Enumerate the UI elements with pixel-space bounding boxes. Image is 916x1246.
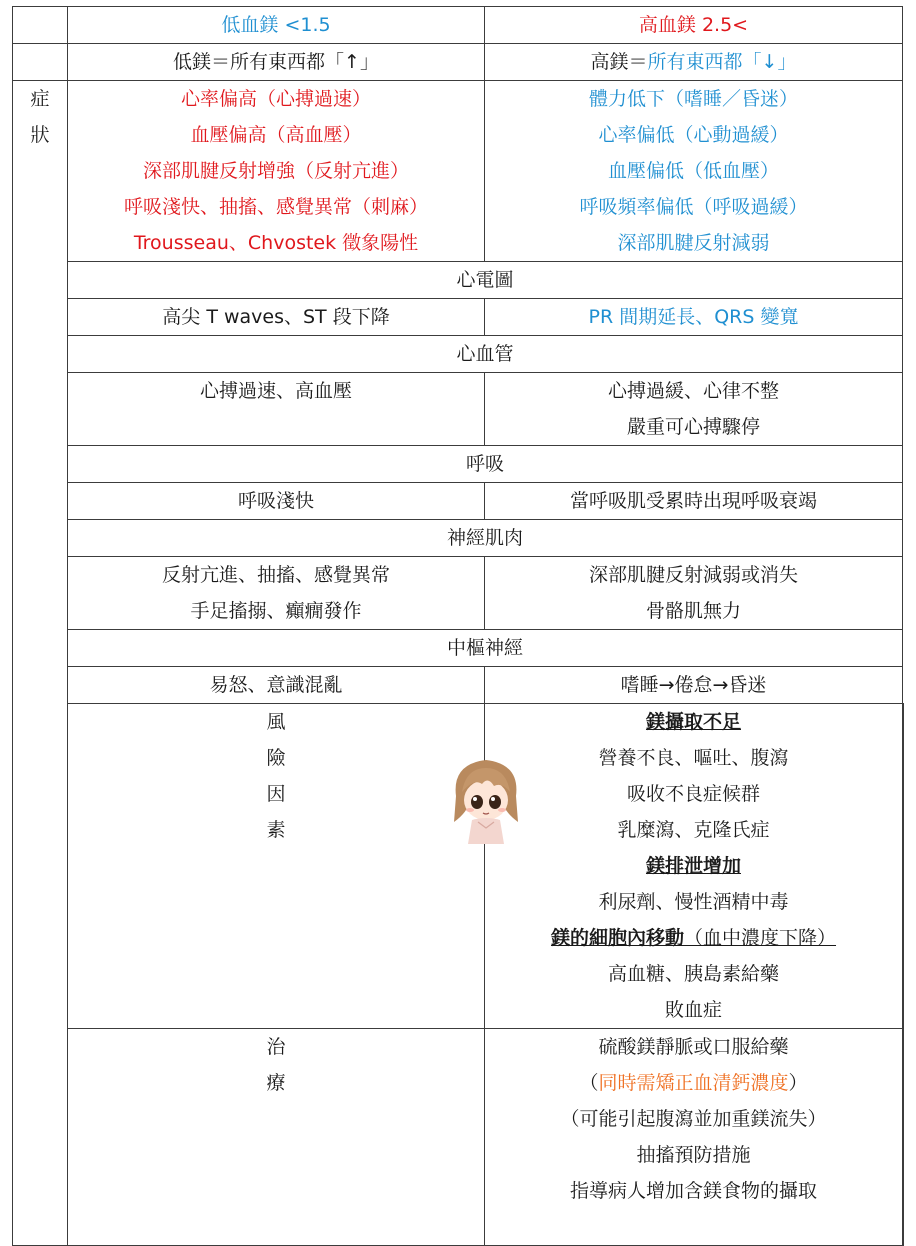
high-summary-prefix: 高鎂＝ [590,51,648,73]
chibi-girl-mascot-image [444,752,528,848]
low-risk-item: 吸收不良症候群 [626,783,760,805]
high-mg-summary [485,44,903,81]
section-char: 療 [266,1072,286,1094]
ecg-title-row [13,262,904,299]
low-cardio [68,373,485,446]
low-risk-heading-rest: （血中濃度下降） [684,927,837,949]
section-char: 風 [266,711,286,733]
high-summary-colored: 所有東西都「↓」 [647,51,797,73]
resp-title: 呼吸 [68,446,903,483]
paren-close: ） [788,1072,808,1094]
low-cardio-line: 心搏過速、高血壓 [199,380,352,402]
high-symptom: 心率偏低（心動過緩） [598,124,789,146]
high-symptoms-cell [485,81,903,262]
high-cardio-line: 心搏過緩、心律不整 [607,380,779,402]
blank-corner-cell [13,7,68,44]
low-treatment-item-mixed [485,1065,902,1101]
summary-row [13,44,904,81]
resp-row [13,483,904,520]
low-risk-heading: 鎂排泄增加 [645,855,741,877]
section-char: 素 [266,819,286,841]
low-symptoms-cell [68,81,485,262]
low-treatment-orange: 同時需矯正血清鈣濃度 [598,1072,789,1094]
high-cardio-line: 嚴重可心搏驟停 [626,416,760,438]
low-treatment-item: 硫酸鎂靜脈或口服給藥 [598,1036,789,1058]
high-mg-header: 高血鎂 2.5< [485,7,903,44]
low-ecg: 高尖 T waves、ST 段下降 [68,299,485,336]
low-neuro-line: 反射亢進、抽搐、感覺異常 [161,564,390,586]
cardio-title-row [13,336,904,373]
low-mg-summary: 低鎂＝所有東西都「↑」 [68,44,485,81]
low-risk-heading: 鎂攝取不足 [645,711,741,733]
risk-section-label [68,704,485,1029]
high-resp: 當呼吸肌受累時出現呼吸衰竭 [485,483,903,520]
blank-cell [13,44,68,81]
low-mg-header: 低血鎂 <1.5 [68,7,485,44]
low-risk-cell [485,704,903,1029]
low-risk-item: 敗血症 [664,999,722,1021]
low-symptom: Trousseau、Chvostek 徵象陽性 [133,232,419,254]
treatment-row [13,1029,904,1246]
high-symptom: 深部肌腱反射減弱 [617,232,770,254]
section-char: 治 [266,1036,286,1058]
magnesium-comparison-table [12,6,904,1246]
section-char: 症 [30,88,50,110]
low-resp: 呼吸淺快 [68,483,485,520]
section-char: 狀 [30,124,50,146]
cardio-title: 心血管 [68,336,903,373]
symptoms-row [13,81,904,262]
neuro-title-row [13,520,904,557]
low-risk-item: 高血糖、胰島素給藥 [607,963,779,985]
cns-title-row [13,630,904,667]
symptoms-section-label [13,81,68,1246]
high-risk-cell [903,704,904,1029]
high-cardio [485,373,903,446]
low-symptom: 血壓偏高（高血壓） [190,124,362,146]
low-symptom: 心率偏高（心搏過速） [180,88,371,110]
high-treatment-cell [903,1029,904,1246]
high-neuro-line: 深部肌腱反射減弱或消失 [588,564,798,586]
low-risk-heading-mixed [485,920,902,956]
high-neuro [485,557,903,630]
low-symptom: 深部肌腱反射增強（反射亢進） [142,160,409,182]
low-risk-item: 乳糜瀉、克隆氏症 [617,819,770,841]
cardio-row [13,373,904,446]
high-cns: 嗜睡→倦怠→昏迷 [485,667,903,704]
section-char: 因 [266,783,286,805]
low-risk-item: 營養不良、嘔吐、腹瀉 [598,747,789,769]
resp-title-row [13,446,904,483]
high-symptom: 呼吸頻率偏低（呼吸過緩） [579,196,808,218]
section-char: 險 [266,747,286,769]
neuro-row [13,557,904,630]
ecg-title: 心電圖 [68,262,903,299]
paren-open: （ [579,1072,599,1094]
low-cns: 易怒、意識混亂 [68,667,485,704]
low-risk-heading-bold: 鎂的細胞內移動 [550,927,684,949]
low-treatment-item: 指導病人增加含鎂食物的攝取 [569,1180,817,1202]
high-neuro-line: 骨骼肌無力 [645,600,741,622]
cns-row [13,667,904,704]
low-treatment-item: 抽搐預防措施 [636,1144,751,1166]
low-neuro-line: 手足搐搦、癲癇發作 [190,600,362,622]
cns-title: 中樞神經 [68,630,903,667]
high-ecg: PR 間期延長、QRS 變寬 [485,299,903,336]
low-treatment-item: （可能引起腹瀉並加重鎂流失） [560,1108,827,1130]
low-symptom: 呼吸淺快、抽搐、感覺異常（刺麻） [123,196,428,218]
low-treatment-cell [485,1029,903,1246]
treatment-section-label [68,1029,485,1246]
neuro-title: 神經肌肉 [68,520,903,557]
ecg-row [13,299,904,336]
high-symptom: 體力低下（嗜睡／昏迷） [588,88,798,110]
low-risk-item: 利尿劑、慢性酒精中毒 [598,891,789,913]
high-symptom: 血壓偏低（低血壓） [607,160,779,182]
header-row [13,7,904,44]
low-neuro [68,557,485,630]
